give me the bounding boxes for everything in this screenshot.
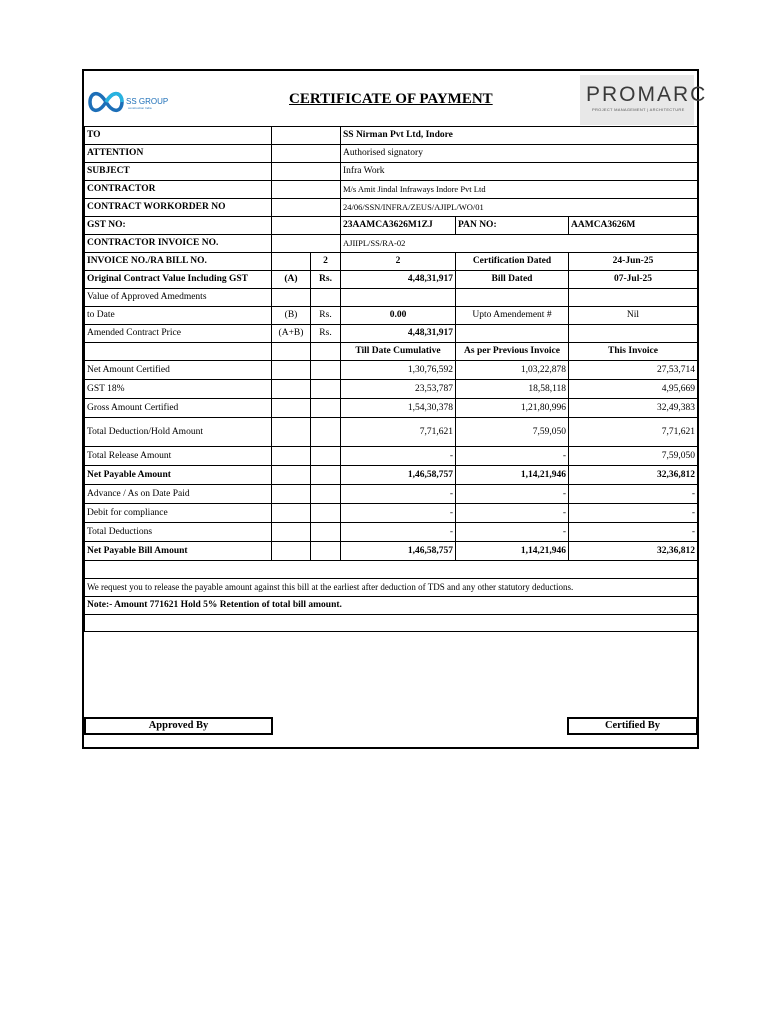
original-contract-value: 4,48,31,917 bbox=[341, 271, 456, 289]
table-row bbox=[85, 380, 698, 399]
column-header-cumulative: Till Date Cumulative bbox=[341, 343, 456, 361]
row-previous-value: - bbox=[456, 523, 569, 542]
row-subject bbox=[85, 163, 698, 181]
row-label: Total Deductions bbox=[85, 523, 272, 542]
row-ra-bill bbox=[85, 253, 698, 271]
row-previous-value: 1,14,21,946 bbox=[456, 542, 569, 561]
row-previous-value: 7,59,050 bbox=[456, 418, 569, 447]
row-label: Net Amount Certified bbox=[85, 361, 272, 380]
contractor-invoice-value: AJIIPL/SS/RA-02 bbox=[341, 235, 698, 253]
original-contract-label: Original Contract Value Including GST bbox=[85, 271, 272, 289]
table-row bbox=[85, 361, 698, 380]
row-label: Total Release Amount bbox=[85, 447, 272, 466]
subject-value: Infra Work bbox=[341, 163, 698, 181]
amendments-label: Value of Approved Amedments bbox=[85, 289, 272, 307]
table-row bbox=[85, 399, 698, 418]
amendments-code: (B) bbox=[272, 307, 311, 325]
page-title: CERTIFICATE OF PAYMENT bbox=[289, 91, 493, 107]
workorder-label: CONTRACT WORKORDER NO bbox=[85, 199, 272, 217]
row-column-headers bbox=[85, 343, 698, 361]
table-row bbox=[85, 523, 698, 542]
row-cumulative-value: 1,30,76,592 bbox=[341, 361, 456, 380]
row-note bbox=[85, 597, 698, 615]
row-label: GST 18% bbox=[85, 380, 272, 399]
row-this-invoice-value: 32,36,812 bbox=[569, 542, 698, 561]
amendments-to-date-label: to Date bbox=[85, 307, 272, 325]
certification-dated-label: Certification Dated bbox=[456, 253, 569, 271]
row-label: Gross Amount Certified bbox=[85, 399, 272, 418]
row-original-contract bbox=[85, 271, 698, 289]
table-row bbox=[85, 542, 698, 561]
ra-bill-value-1: 2 bbox=[311, 253, 341, 271]
row-cumulative-value: 23,53,787 bbox=[341, 380, 456, 399]
gst-label: GST NO: bbox=[85, 217, 272, 235]
row-cumulative-value: 1,46,58,757 bbox=[341, 542, 456, 561]
certificate-header bbox=[84, 71, 708, 127]
row-cumulative-value: - bbox=[341, 485, 456, 504]
row-previous-value: - bbox=[456, 447, 569, 466]
row-cumulative-value: - bbox=[341, 523, 456, 542]
gst-value: 23AAMCA3626M1ZJ bbox=[341, 217, 456, 235]
row-cumulative-value: - bbox=[341, 504, 456, 523]
table-row bbox=[85, 466, 698, 485]
row-cumulative-value: - bbox=[341, 447, 456, 466]
original-contract-currency: Rs. bbox=[311, 271, 341, 289]
amended-price-value: 4,48,31,917 bbox=[341, 325, 456, 343]
to-label: TO bbox=[85, 127, 272, 145]
row-contractor-invoice bbox=[85, 235, 698, 253]
row-previous-value: 18,58,118 bbox=[456, 380, 569, 399]
certified-by-box: Certified By bbox=[567, 717, 698, 735]
amended-price-label: Amended Contract Price bbox=[85, 325, 272, 343]
promarc-tagline: PROJECT MANAGEMENT | ARCHITECTURE bbox=[592, 107, 685, 112]
row-label: Debit for compliance bbox=[85, 504, 272, 523]
row-request bbox=[85, 579, 698, 597]
row-label: Net Payable Bill Amount bbox=[85, 542, 272, 561]
row-gst bbox=[85, 217, 698, 235]
row-previous-value: 1,03,22,878 bbox=[456, 361, 569, 380]
row-this-invoice-value: 7,59,050 bbox=[569, 447, 698, 466]
upto-amendment-value: Nil bbox=[569, 307, 698, 325]
row-previous-value: - bbox=[456, 485, 569, 504]
request-text: We request you to release the payable amount against this bill at the earliest after deduction of TDS and any other statutory deductions. bbox=[85, 579, 698, 597]
contractor-value: M/s Amit Jindal Infraways Indore Pvt Ltd bbox=[341, 181, 698, 199]
row-this-invoice-value: - bbox=[569, 523, 698, 542]
amended-price-code: (A+B) bbox=[272, 325, 311, 343]
row-cumulative-value: 1,54,30,378 bbox=[341, 399, 456, 418]
row-this-invoice-value: - bbox=[569, 504, 698, 523]
table-row bbox=[85, 447, 698, 466]
approved-by-box: Approved By bbox=[84, 717, 273, 735]
row-label: Total Deduction/Hold Amount bbox=[85, 418, 272, 447]
row-previous-value: - bbox=[456, 504, 569, 523]
row-this-invoice-value: 32,36,812 bbox=[569, 466, 698, 485]
pan-label: PAN NO: bbox=[456, 217, 569, 235]
logo-company-name: SS GROUP bbox=[126, 97, 169, 106]
row-to bbox=[85, 127, 698, 145]
certificate-table bbox=[84, 126, 698, 632]
payment-certificate bbox=[82, 69, 708, 749]
row-amendments-1 bbox=[85, 289, 698, 307]
retention-note: Note:- Amount 771621 Hold 5% Retention of total bill amount. bbox=[85, 597, 698, 615]
promarc-brand: PROMARC bbox=[586, 83, 708, 106]
amendments-currency: Rs. bbox=[311, 307, 341, 325]
row-workorder bbox=[85, 199, 698, 217]
row-this-invoice-value: - bbox=[569, 485, 698, 504]
table-row bbox=[85, 418, 698, 447]
row-this-invoice-value: 27,53,714 bbox=[569, 361, 698, 380]
bill-dated-label: Bill Dated bbox=[456, 271, 569, 289]
row-this-invoice-value: 7,71,621 bbox=[569, 418, 698, 447]
contractor-invoice-label: CONTRACTOR INVOICE NO. bbox=[85, 235, 272, 253]
to-value: SS Nirman Pvt Ltd, Indore bbox=[341, 127, 698, 145]
table-row bbox=[85, 504, 698, 523]
bill-dated-value: 07-Jul-25 bbox=[569, 271, 698, 289]
row-cumulative-value: 1,46,58,757 bbox=[341, 466, 456, 485]
ra-bill-value-2: 2 bbox=[341, 253, 456, 271]
column-header-previous: As per Previous Invoice bbox=[456, 343, 569, 361]
pan-value: AAMCA3626M bbox=[569, 217, 698, 235]
row-label: Net Payable Amount bbox=[85, 466, 272, 485]
table-row bbox=[85, 485, 698, 504]
row-contractor bbox=[85, 181, 698, 199]
attention-label: ATTENTION bbox=[85, 145, 272, 163]
original-contract-code: (A) bbox=[272, 271, 311, 289]
row-previous-value: 1,21,80,996 bbox=[456, 399, 569, 418]
row-label: Advance / As on Date Paid bbox=[85, 485, 272, 504]
logo-company-sub: construction India bbox=[128, 106, 152, 110]
promarc-logo bbox=[580, 75, 708, 125]
row-this-invoice-value: 32,49,383 bbox=[569, 399, 698, 418]
amended-price-currency: Rs. bbox=[311, 325, 341, 343]
workorder-value: 24/06/SSN/INFRA/ZEUS/AJIPL/WO/01 bbox=[341, 199, 698, 217]
row-cumulative-value: 7,71,621 bbox=[341, 418, 456, 447]
subject-label: SUBJECT bbox=[85, 163, 272, 181]
ra-bill-label: INVOICE NO./RA BILL NO. bbox=[85, 253, 272, 271]
amendments-value: 0.00 bbox=[341, 307, 456, 325]
row-amended-price bbox=[85, 325, 698, 343]
certification-dated-value: 24-Jun-25 bbox=[569, 253, 698, 271]
row-amendments-2 bbox=[85, 307, 698, 325]
row-attention bbox=[85, 145, 698, 163]
upto-amendment-label: Upto Amendement # bbox=[456, 307, 569, 325]
row-this-invoice-value: 4,95,669 bbox=[569, 380, 698, 399]
ss-group-logo bbox=[88, 83, 174, 121]
row-previous-value: 1,14,21,946 bbox=[456, 466, 569, 485]
contractor-label: CONTRACTOR bbox=[85, 181, 272, 199]
column-header-this-invoice: This Invoice bbox=[569, 343, 698, 361]
attention-value: Authorised signatory bbox=[341, 145, 698, 163]
